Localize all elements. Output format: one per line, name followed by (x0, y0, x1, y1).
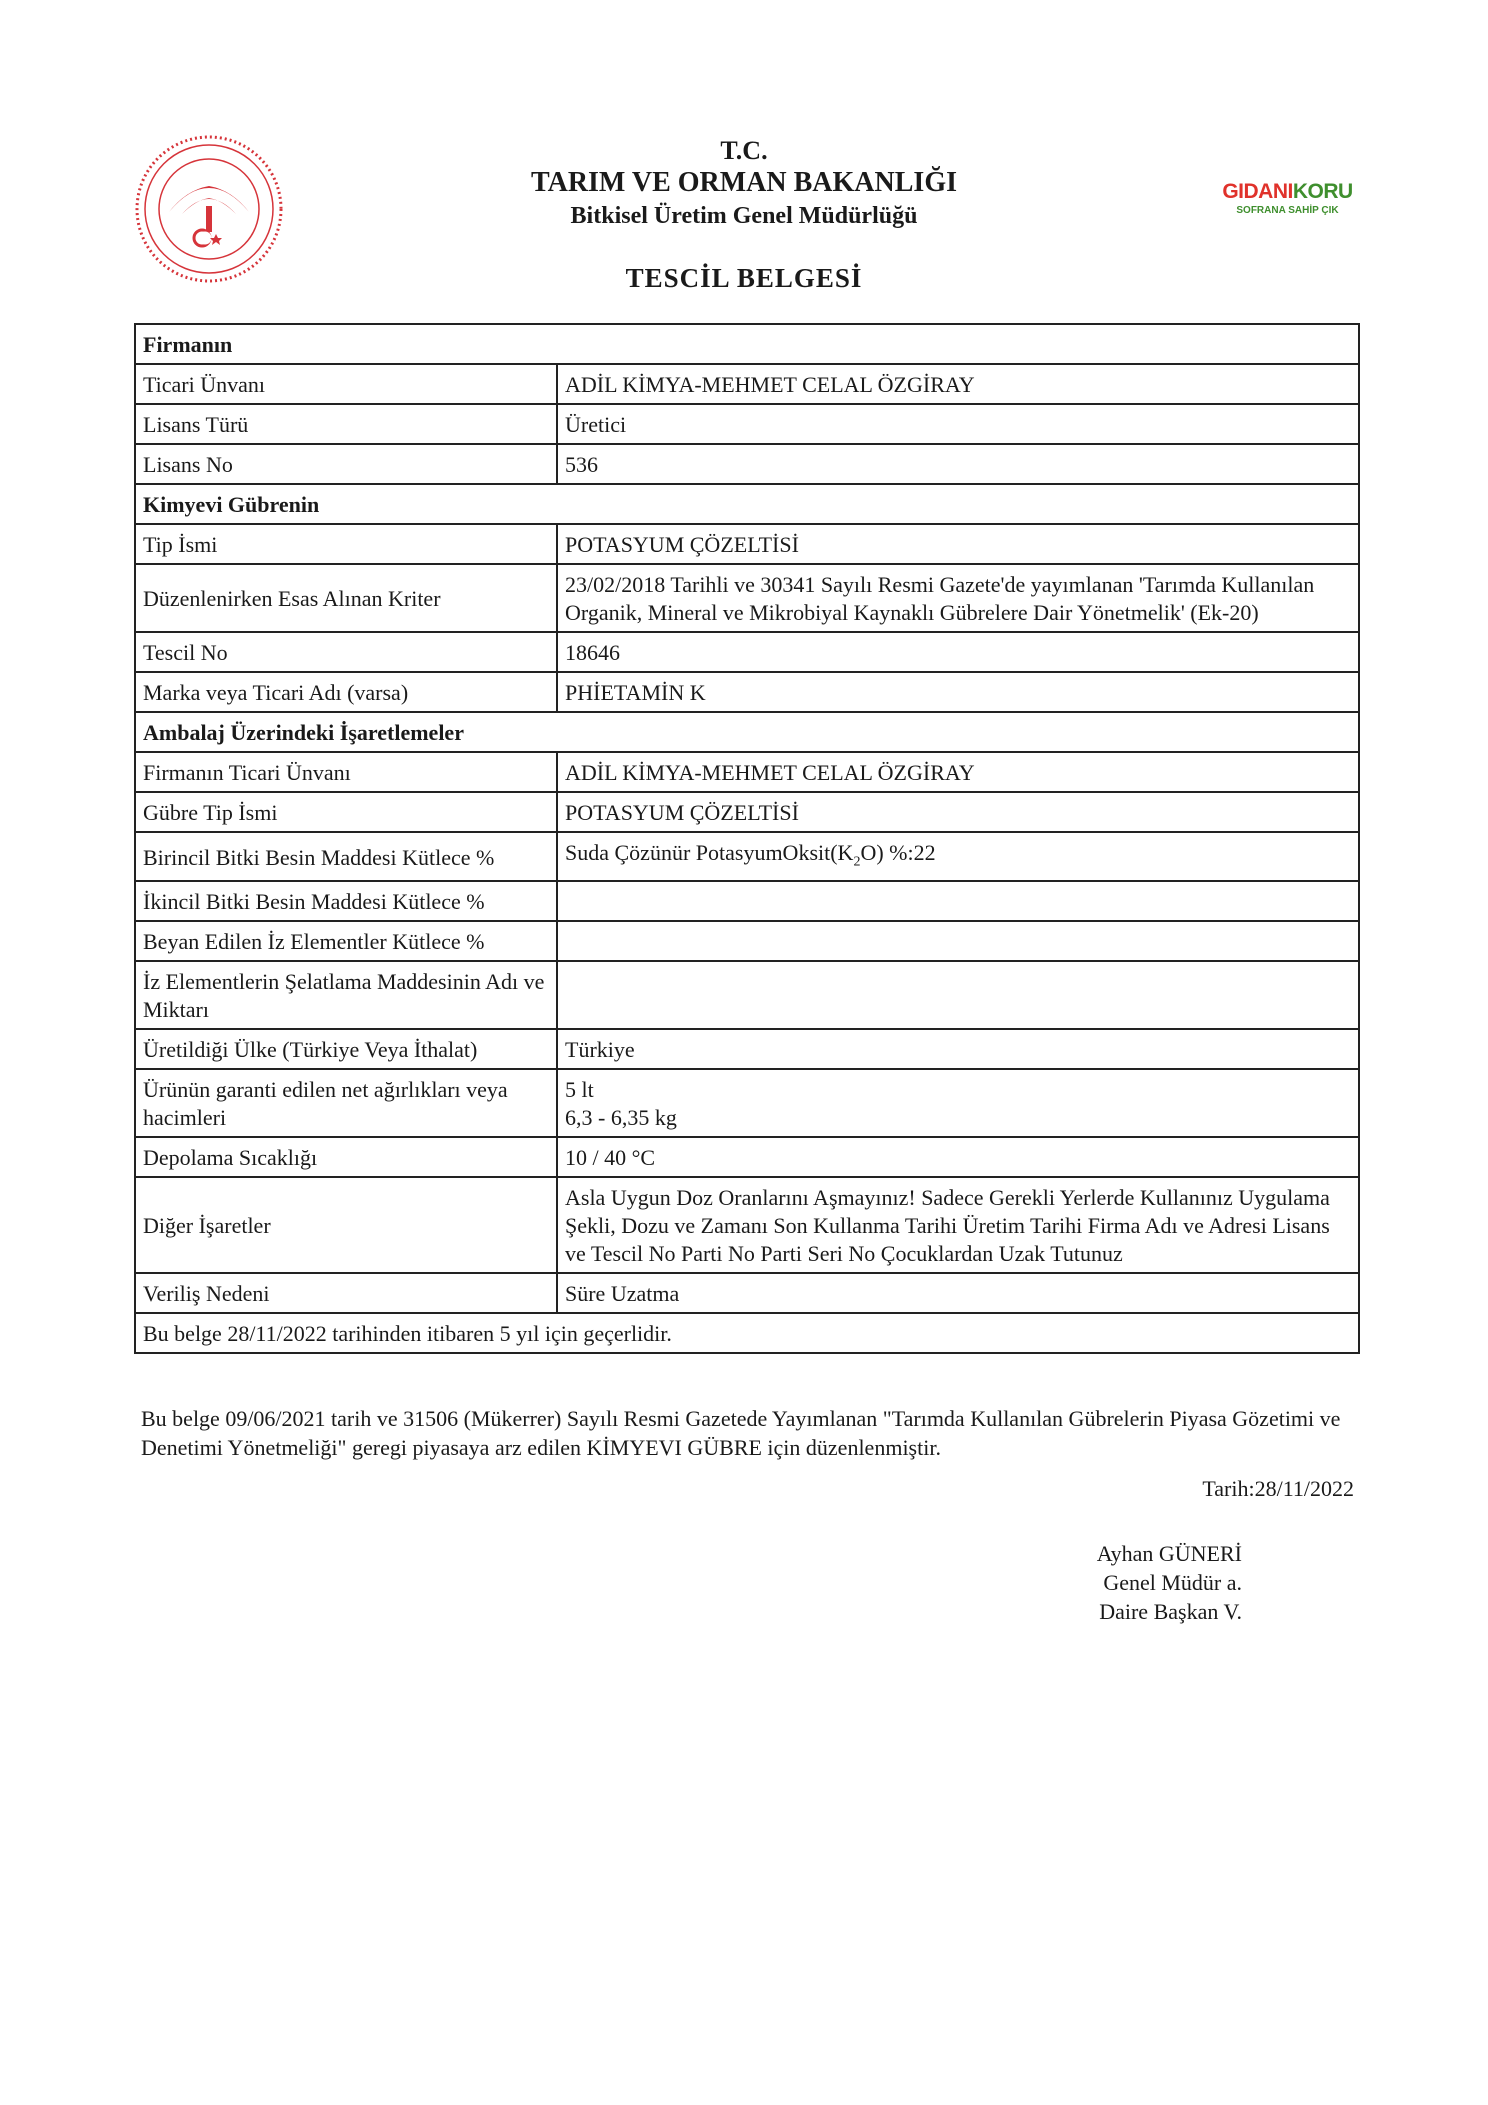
field-value: Süre Uzatma (557, 1273, 1359, 1313)
header-directorate: Bitkisel Üretim Genel Müdürlüğü (570, 203, 918, 229)
field-label: Birincil Bitki Besin Maddesi Kütlece % (135, 832, 557, 881)
section-packaging: Ambalaj Üzerindeki İşaretlemeler (135, 712, 1359, 752)
field-value: 536 (557, 444, 1359, 484)
table-row (135, 1029, 1359, 1069)
field-value: ADİL KİMYA-MEHMET CELAL ÖZGİRAY (557, 752, 1359, 792)
field-value: Üretici (557, 404, 1359, 444)
field-label: Veriliş Nedeni (135, 1273, 557, 1313)
field-value (557, 881, 1359, 921)
signature-block (1072, 1539, 1242, 1626)
field-label: Diğer İşaretler (135, 1177, 557, 1273)
field-label: İz Elementlerin Şelatlama Maddesinin Adı ve Miktarı (135, 961, 557, 1029)
table-row (135, 404, 1359, 444)
field-label: Ürünün garanti edilen net ağırlıkları veya hacimleri (135, 1069, 557, 1137)
field-value: PHİETAMİN K (557, 672, 1359, 712)
field-label: Depolama Sıcaklığı (135, 1137, 557, 1177)
section-fertilizer: Kimyevi Gübrenin (135, 484, 1359, 524)
field-label: Beyan Edilen İz Elementler Kütlece % (135, 921, 557, 961)
validity-statement: Bu belge 28/11/2022 tarihinden itibaren 5 yıl için geçerlidir. (135, 1313, 1359, 1353)
field-value: 23/02/2018 Tarihli ve 30341 Sayılı Resmi Gazete'de yayımlanan 'Tarımda Kullanılan Organik, Mineral ve Mikrobiyal Kaynaklı Gübrelere Dair Yönetmelik' (Ek-20) (557, 564, 1359, 632)
field-label: Gübre Tip İsmi (135, 792, 557, 832)
field-label: Ticari Ünvanı (135, 364, 557, 404)
section-row (135, 484, 1359, 524)
field-value: 10 / 40 °C (557, 1137, 1359, 1177)
document-date: Tarih:28/11/2022 (1202, 1476, 1354, 1501)
field-value (557, 921, 1359, 961)
footer-note: Bu belge 09/06/2021 tarih ve 31506 (Mükerrer) Sayılı Resmi Gazetede Yayımlanan "Tarımda Kullanılan Gübrelerin Piyasa Gözetimi ve Denetimi Yönetmeliği" geregi piyasaya arz edilen KİMYEVI GÜBRE için düzenlenmiştir. (141, 1406, 1341, 1460)
document-title: TESCİL BELGESİ (625, 263, 863, 293)
table-row (135, 444, 1359, 484)
table-row (135, 1137, 1359, 1177)
table-row (135, 564, 1359, 632)
field-label: Düzenlenirken Esas Alınan Kriter (135, 564, 557, 632)
field-label: Üretildiği Ülke (Türkiye Veya İthalat) (135, 1029, 557, 1069)
field-label: Tescil No (135, 632, 557, 672)
table-row (135, 792, 1359, 832)
field-value: ADİL KİMYA-MEHMET CELAL ÖZGİRAY (557, 364, 1359, 404)
table-row (135, 364, 1359, 404)
section-row (135, 324, 1359, 364)
brand-tagline: SOFRANA SAHİP ÇIK (1236, 205, 1339, 216)
table-row (135, 832, 1359, 881)
field-value: 5 lt 6,3 - 6,35 kg (557, 1069, 1359, 1137)
table-row (135, 1177, 1359, 1273)
field-value: POTASYUM ÇÖZELTİSİ (557, 792, 1359, 832)
field-label: Tip İsmi (135, 524, 557, 564)
field-value: Asla Uygun Doz Oranlarını Aşmayınız! Sadece Gerekli Yerlerde Kullanınız Uygulama Şekli, Dozu ve Zamanı Son Kullanma Tarihi Üretim Tarihi Firma Adı ve Adresi Lisans ve Tescil No Parti No Parti Seri No Çocuklardan Uzak Tutunuz (557, 1177, 1359, 1273)
field-label: Firmanın Ticari Ünvanı (135, 752, 557, 792)
field-value: 18646 (557, 632, 1359, 672)
field-value: Suda Çözünür $PotasyumOksit(K_2O)$ %:22 (557, 832, 1359, 881)
section-firm: Firmanın (135, 324, 1359, 364)
table-row (135, 752, 1359, 792)
field-label: İkincil Bitki Besin Maddesi Kütlece % (135, 881, 557, 921)
signatory-title: Genel Müdür a. (1103, 1570, 1242, 1595)
field-label: Lisans Türü (135, 404, 557, 444)
table-row (135, 524, 1359, 564)
table-row (135, 921, 1359, 961)
header-ministry: TARIM VE ORMAN BAKANLIĞI (531, 167, 957, 198)
field-label: Lisans No (135, 444, 557, 484)
table-row (135, 632, 1359, 672)
header-tc: T.C. (720, 136, 768, 165)
section-row (135, 712, 1359, 752)
validity-row (135, 1313, 1359, 1353)
field-value: POTASYUM ÇÖZELTİSİ (557, 524, 1359, 564)
brand-name: GIDANIKORU (1222, 180, 1353, 203)
table-row (135, 1069, 1359, 1137)
signatory-title: Daire Başkan V. (1099, 1599, 1242, 1624)
signatory-name: Ayhan GÜNERİ (1096, 1541, 1242, 1566)
table-row (135, 881, 1359, 921)
table-row (135, 1273, 1359, 1313)
field-label: Marka veya Ticari Adı (varsa) (135, 672, 557, 712)
registration-table (134, 323, 1360, 1354)
table-row (135, 961, 1359, 1029)
field-value: Türkiye (557, 1029, 1359, 1069)
table-row (135, 672, 1359, 712)
field-value (557, 961, 1359, 1029)
